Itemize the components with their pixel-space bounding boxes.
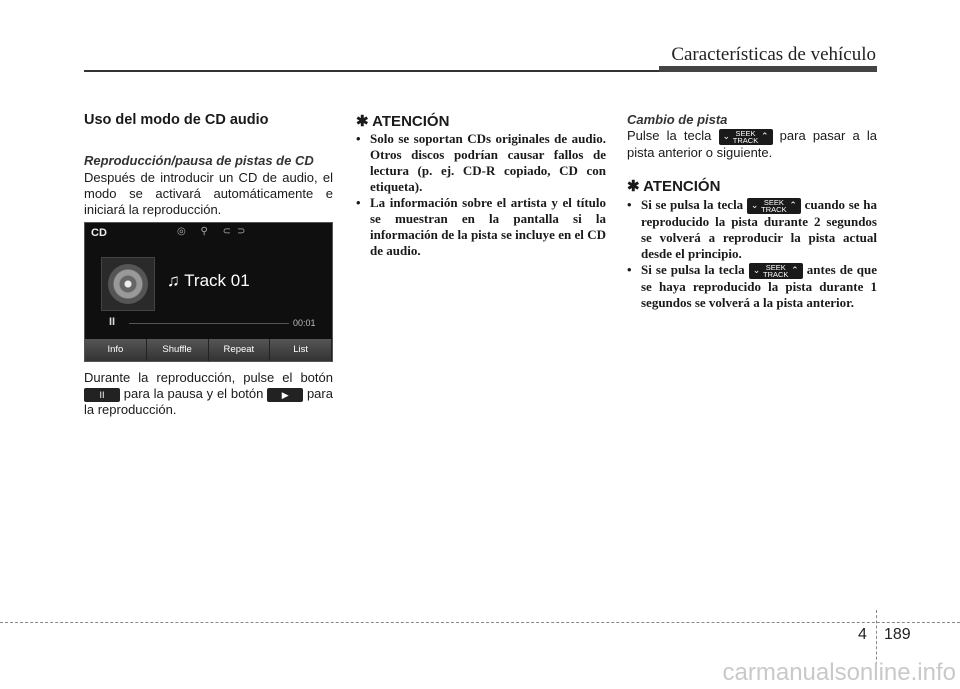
play-button-glyph: ▶ — [267, 388, 303, 402]
chevron-up-icon: ⌃ — [791, 265, 799, 276]
pause-button-glyph: II — [84, 388, 120, 402]
list-item: • Si se pulsa la tecla ⌄ SEEK TRACK ⌃ antes de que se haya reproducido la pista durante 1 segundos se volverá a la pista anterior. — [627, 262, 877, 311]
seek-track-key: ⌄ SEEK TRACK ⌃ — [747, 198, 801, 214]
cd-screen-illustration — [84, 222, 333, 362]
track-change-paragraph — [627, 128, 877, 161]
subheading-track-change: Cambio de pista — [627, 112, 728, 127]
screen-mode-label: CD — [91, 227, 107, 239]
page-number: 189 — [884, 626, 911, 643]
intro-paragraph: Después de introducir un CD de audio, el modo se activará automáticamente e iniciará la reproducción. — [84, 170, 333, 217]
watermark: carmanualsonline.info — [722, 659, 956, 686]
playback-paragraph — [84, 370, 333, 418]
list-item: • La información sobre el artista y el título se muestran en la pantalla si la información de la pista se incluye en el CD de audio. — [356, 195, 606, 259]
header-rule-thick — [659, 66, 877, 72]
attention-list-2 — [627, 197, 877, 311]
chevron-down-icon: ⌄ — [752, 265, 761, 276]
chevron-up-icon: ⌃ — [789, 200, 797, 211]
attention-heading: ✱ ATENCIÓN — [356, 113, 450, 130]
screen-track-name: ♫ Track 01 — [167, 271, 250, 290]
tab-list: List — [270, 339, 332, 361]
chevron-down-icon: ⌄ — [722, 130, 731, 141]
chapter-number: 4 — [858, 626, 867, 643]
playback-text-c: para la reproducción. — [84, 386, 333, 417]
track-change-text-b: para pasar a la pista anterior o siguiente. — [627, 128, 877, 160]
tab-shuffle: Shuffle — [147, 339, 209, 361]
screen-time: 00:01 — [293, 318, 316, 328]
disc-icon — [101, 257, 155, 311]
screen-status-icons: ◎ ⚲ ⊂⊃ — [177, 226, 252, 237]
seek-track-key: ⌄ SEEK TRACK ⌃ — [749, 263, 803, 279]
pause-icon: II — [109, 316, 116, 328]
screen-tab-bar — [85, 339, 332, 361]
list-item: • Solo se soportan CDs originales de audio. Otros discos podrían causar fallos de lectura (p. ej. CD-R copiado, CD con etiqueta). — [356, 131, 606, 195]
playback-text-a: Durante la reproducción, pulse el botón — [84, 370, 333, 385]
subheading-play-pause: Reproducción/pausa de pistas de CD — [84, 153, 314, 168]
chevron-up-icon: ⌃ — [760, 130, 769, 141]
playback-text-b: para la pausa y el botón — [123, 386, 264, 401]
tab-info: Info — [85, 339, 147, 361]
attention-heading-2: ✱ ATENCIÓN — [627, 178, 721, 195]
section-heading: Uso del modo de CD audio — [84, 112, 269, 128]
tab-repeat: Repeat — [209, 339, 271, 361]
chevron-down-icon: ⌄ — [750, 200, 759, 211]
seek-track-key: ⌄ SEEK TRACK ⌃ — [719, 129, 773, 145]
track-change-text-a: Pulse la tecla — [627, 128, 712, 143]
progress-bar — [129, 323, 289, 324]
attention-list — [356, 131, 606, 259]
footer-rule — [0, 622, 960, 623]
running-header-title: Características de vehículo — [671, 44, 876, 65]
header-rule — [84, 70, 659, 72]
list-item: • Si se pulsa la tecla ⌄ SEEK TRACK ⌃ cuando se ha reproducido la pista durante 2 segundos se volverá a reproducir la pista actual desde el principio. — [627, 197, 877, 262]
